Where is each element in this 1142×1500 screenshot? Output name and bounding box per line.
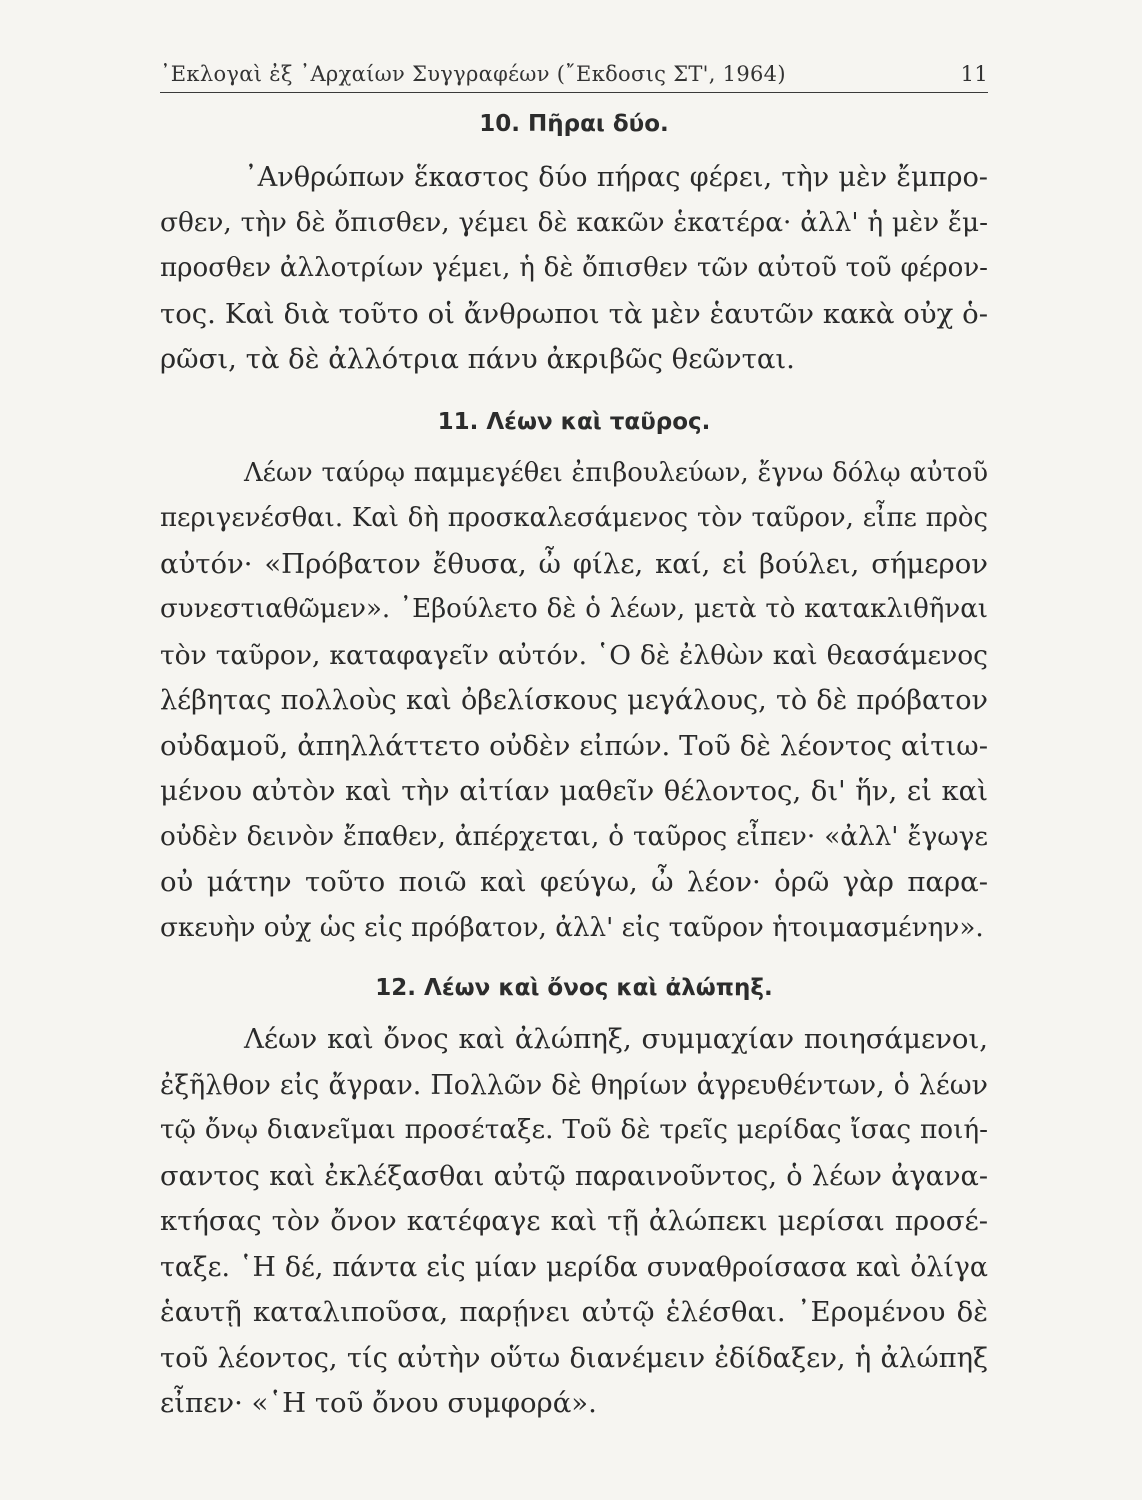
text-line: μένου αὐτὸν καὶ τὴν αἰτίαν μαθεῖν θέλοντος, δι' ἥν, εἰ καὶ <box>160 775 988 807</box>
running-header <box>160 62 988 93</box>
text-line: κτήσας τὸν ὄνον κατέφαγε καὶ τῇ ἀλώπεκι μερίσαι προσέ- <box>160 1205 988 1237</box>
text-line: εἶπεν· «῾Η τοῦ ὄνου συμφορά». <box>160 1387 597 1419</box>
text-line: ἐξῆλθον εἰς ἄγραν. Πολλῶν δὲ θηρίων ἀγρευθέντων, ὁ λέων <box>160 1069 988 1101</box>
page-number: 11 <box>960 62 988 86</box>
section-title-11: 11. Λέων καὶ ταῦρος. <box>437 408 711 435</box>
text-line: λέβητας πολλοὺς καὶ ὀβελίσκους μεγάλους, τὸ δὲ πρόβατον <box>160 685 988 716</box>
text-line: Λέων καὶ ὄνος καὶ ἀλώπηξ, συμμαχίαν ποιησάμενοι, <box>244 1023 988 1055</box>
text-line: αὐτόν· «Πρόβατον ἔθυσα, ὦ φίλε, καί, εἰ βούλει, σήμερον <box>160 547 988 580</box>
text-line: σκευὴν οὐχ ὡς εἰς πρόβατον, ἀλλ' εἰς ταῦρον ἡτοιμασμένην». <box>160 912 984 943</box>
text-line: συνεστιαθῶμεν». ᾿Εβούλετο δὲ ὁ λέων, μετὰ τὸ κατακλιθῆναι <box>160 594 988 624</box>
text-line: σαντος καὶ ἐκλέξασθαι αὐτῷ παραινοῦντος, ὁ λέων ἀγανα- <box>160 1160 988 1192</box>
text-line: τῷ ὄνῳ διανεῖμαι προσέταξε. Τοῦ δὲ τρεῖς μερίδας ἴσας ποιή- <box>160 1115 988 1145</box>
section-title-12: 12. Λέων καὶ ὄνος καὶ ἀλώπηξ. <box>375 975 773 1001</box>
text-line: ρῶσι, τὰ δὲ ἀλλότρια πάνυ ἀκριβῶς θεῶνται. <box>160 343 795 375</box>
text-line: περιγενέσθαι. Καὶ δὴ προσκαλεσάμενος τὸν ταῦρον, εἶπε πρὸς <box>160 503 988 533</box>
text-line: τος. Καὶ διὰ τοῦτο οἱ ἄνθρωποι τὰ μὲν ἑαυτῶν κακὰ οὐχ ὁ- <box>160 297 988 330</box>
text-line: σθεν, τὴν δὲ ὄπισθεν, γέμει δὲ κακῶν ἑκατέρα· ἀλλ' ἡ μὲν ἔμ- <box>160 207 988 238</box>
text-line: οὐ μάτην τοῦτο ποιῶ καὶ φεύγω, ὦ λέον· ὁρῶ γὰρ παρα- <box>160 866 988 898</box>
text-line: οὐδὲν δεινὸν ἔπαθεν, ἀπέρχεται, ὁ ταῦρος εἶπεν· «ἀλλ' ἔγωγε <box>160 821 988 852</box>
paragraph-12 <box>160 1017 988 1427</box>
text-line: τοῦ λέοντος, τίς αὐτὴν οὕτω διανέμειν ἐδίδαξεν, ἡ ἀλώπηξ <box>160 1342 988 1374</box>
text-line: οὐδαμοῦ, ἀπηλλάττετο οὐδὲν εἰπών. Τοῦ δὲ λέοντος αἰτιω- <box>160 729 988 762</box>
running-header-title: ᾿Εκλογαὶ ἐξ ᾿Αρχαίων Συγγραφέων (῎Εκδοσις ΣΤ', 1964) <box>160 62 786 86</box>
section-title-10: 10. Πῆραι δύο. <box>479 111 669 137</box>
text-line: ᾿Ανθρώπων ἕκαστος δύο πήρας φέρει, τὴν μὲν ἔμπρο- <box>244 162 988 193</box>
text-line: ἑαυτῇ καταλιποῦσα, παρῄνει αὐτῷ ἑλέσθαι. ᾿Ερομένου δὲ <box>160 1296 988 1328</box>
text-line: τὸν ταῦρον, καταφαγεῖν αὐτόν. ῾Ο δὲ ἐλθὼν καὶ θεασάμενος <box>160 639 988 671</box>
paragraph-10 <box>160 155 988 383</box>
paragraph-11 <box>160 451 988 952</box>
text-line: Λέων ταύρῳ παμμεγέθει ἐπιβουλεύων, ἔγνω δόλῳ αὐτοῦ <box>244 457 988 488</box>
book-page <box>160 62 988 1427</box>
text-line: ταξε. ῾Η δέ, πάντα εἰς μίαν μερίδα συναθροίσασα καὶ ὀλίγα <box>160 1251 988 1283</box>
text-line: προσθεν ἀλλοτρίων γέμει, ἡ δὲ ὄπισθεν τῶν αὐτοῦ τοῦ φέρον- <box>160 253 988 283</box>
